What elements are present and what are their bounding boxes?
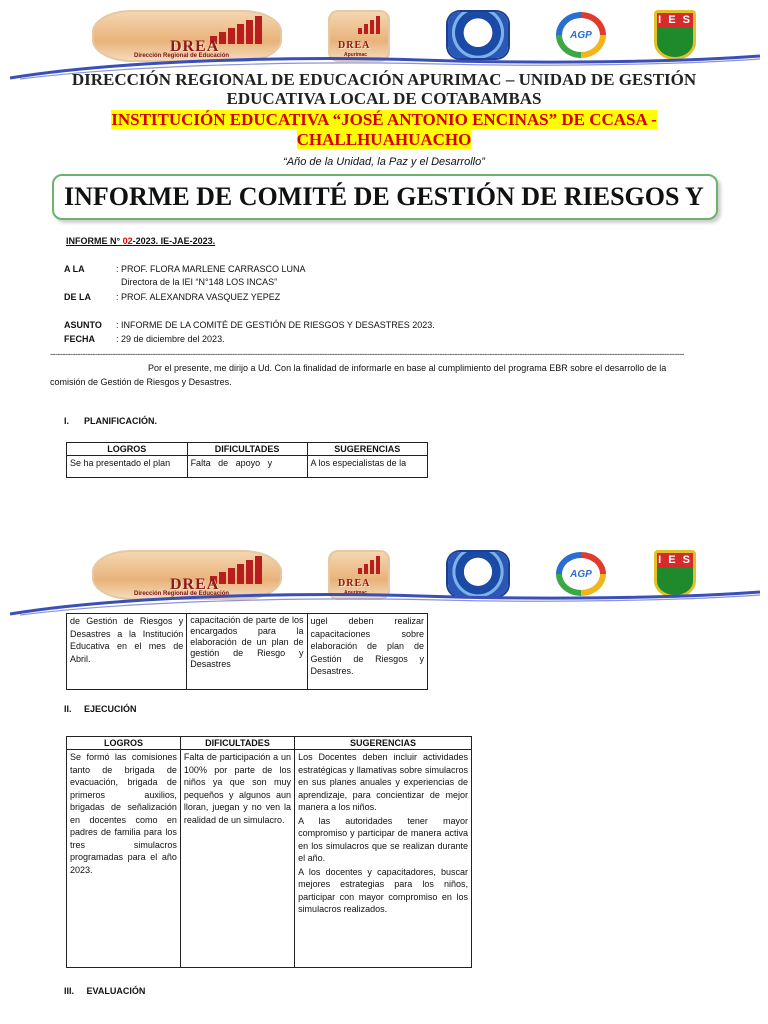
col-dificultades: DIFICULTADES — [187, 443, 307, 456]
table-cell: de Gestión de Riesgos y Desastres a la Institución Educativa en el mes de Abril. — [67, 614, 187, 690]
report-reference — [66, 236, 215, 246]
ref-prefix: INFORME N° — [66, 236, 123, 246]
col-logros: LOGROS — [67, 443, 188, 456]
table-row — [67, 456, 428, 478]
table-row — [67, 614, 428, 690]
bar-graphic — [358, 556, 380, 574]
agp-label: AGP — [570, 29, 592, 41]
header-line-1: DIRECCIÓN REGIONAL DE EDUCACIÓN APURIMAC – UNIDAD DE GESTIÓN — [71, 70, 697, 89]
a-la-value: : PROF. FLORA MARLENE CARRASCO LUNA — [116, 264, 306, 274]
col-logros: LOGROS — [67, 737, 181, 750]
section-evaluacion: III. EVALUACIÓN — [64, 986, 146, 996]
intro-paragraph-line-2: comisión de Gestión de Riesgos y Desastres. — [50, 377, 232, 387]
drea-wordmark: DREA — [170, 38, 220, 55]
institution-block — [0, 110, 768, 130]
asunto-label: ASUNTO — [64, 320, 102, 330]
agp-label: AGP — [570, 568, 592, 580]
a-la-label: A LA — [64, 264, 85, 274]
table-cell: A los especialistas de la — [307, 456, 427, 478]
ies-label: I E S — [658, 554, 692, 566]
drea-subtitle: Apurímac — [344, 52, 368, 58]
drea-subtitle: Dirección Regional de Educación — [134, 53, 230, 59]
ejecucion-table — [66, 736, 472, 968]
section-ejecucion: II. EJECUCIÓN — [64, 704, 137, 714]
section-planificacion: I. PLANIFICACIÓN. — [64, 416, 158, 426]
title-box — [52, 174, 718, 220]
suggestion-item: A los docentes y capacitadores, buscar mejores estrategias para los niños, participar con mayor compromiso en los simulacros realizados. — [298, 866, 468, 914]
table-cell: Se ha presentado el plan — [67, 456, 188, 478]
de-la-label: DE LA — [64, 292, 91, 302]
col-sugerencias: SUGERENCIAS — [295, 737, 472, 750]
header-swoosh-p2 — [0, 588, 768, 616]
fecha-label: FECHA — [64, 334, 95, 344]
table-header-row — [67, 737, 472, 750]
document-title: INFORME DE COMITÉ DE GESTIÓN DE RIESGOS Y — [64, 182, 704, 211]
ref-number: 02 — [122, 236, 133, 246]
institution-line-1: INSTITUCIÓN EDUCATIVA “JOSÉ ANTONIO ENCINAS” DE CCASA - — [111, 110, 657, 129]
table-header-row — [67, 443, 428, 456]
de-la-value: : PROF. ALEXANDRA VASQUEZ YEPEZ — [116, 292, 281, 302]
year-motto: “Año de la Unidad, la Paz y el Desarrollo” — [283, 156, 485, 168]
suggestion-item: A las autoridades tener mayor compromiso y participar de manera activa en los simulacros que se realizan durante el año. — [298, 815, 468, 863]
ies-label: I E S — [658, 14, 692, 26]
drea-wordmark: DREA — [338, 40, 371, 51]
fecha-value: : 29 de diciembre del 2023. — [116, 334, 225, 344]
institution-line-2: CHALLHUAHUACHO — [296, 130, 472, 149]
institution-block-2 — [0, 130, 768, 150]
table-cell-dificultades: Falta de participación a un 100% por parte de los niños ya que son muy pequeños y algunos aun lloran, juegan y no ven la realidad de un simulacro. — [180, 750, 294, 968]
table-row — [67, 750, 472, 968]
drea-wordmark: DREA — [338, 578, 371, 589]
table-cell: ugel deben realizar capacitaciones sobre elaboración de plan de Gestión de Riesgos y Desastres. — [307, 614, 427, 690]
table-cell-logros: Se formó las comisiones tanto de brigada de evacuación, brigada de primeros auxilios, brigadas de señalización en docentes como en padres de familia para los tres simulacros programadas para el año 2023. — [67, 750, 181, 968]
table-cell: capacitación de parte de los encargados para la elaboración de un plan de gestión de Riesgo y Desastres — [187, 614, 307, 690]
suggestion-item: Los Docentes deben incluir actividades estratégicas y llamativas sobre simulacros en sus planes anuales y experiencias de aprendizaje, para concientizar de mejor manera a los niños. — [298, 752, 468, 812]
a-la-role: Directora de la IEI “N°148 LOS INCAS” — [121, 277, 278, 287]
drea-subtitle: Apurímac — [344, 590, 368, 596]
ref-suffix: -2023. IE-JAE-2023. — [132, 236, 216, 246]
separator-line: -------------------------------------------------------------------------------------------------------------------------------------------------------------------------------------------------------------------------------------------------------------- — [50, 349, 684, 359]
col-dificultades: DIFICULTADES — [180, 737, 294, 750]
asunto-value: : INFORME DE LA COMITÉ DE GESTIÓN DE RIESGOS Y DESASTRES 2023. — [116, 320, 435, 330]
header-line-2: EDUCATIVA LOCAL DE COTABAMBAS — [226, 89, 542, 108]
bar-graphic — [358, 16, 380, 34]
planificacion-table-continued — [66, 613, 428, 690]
intro-paragraph-line-1: Por el presente, me dirijo a Ud. Con la finalidad de informarle en base al cumplimiento del programa EBR sobre el desarrollo de la — [148, 363, 667, 373]
planificacion-table — [66, 442, 428, 478]
col-sugerencias: SUGERENCIAS — [307, 443, 427, 456]
table-cell-sugerencias — [295, 750, 472, 968]
drea-wordmark: DREA — [170, 576, 220, 593]
drea-subtitle: Dirección Regional de Educación — [134, 591, 230, 597]
table-cell: Falta de apoyo y — [187, 456, 307, 478]
